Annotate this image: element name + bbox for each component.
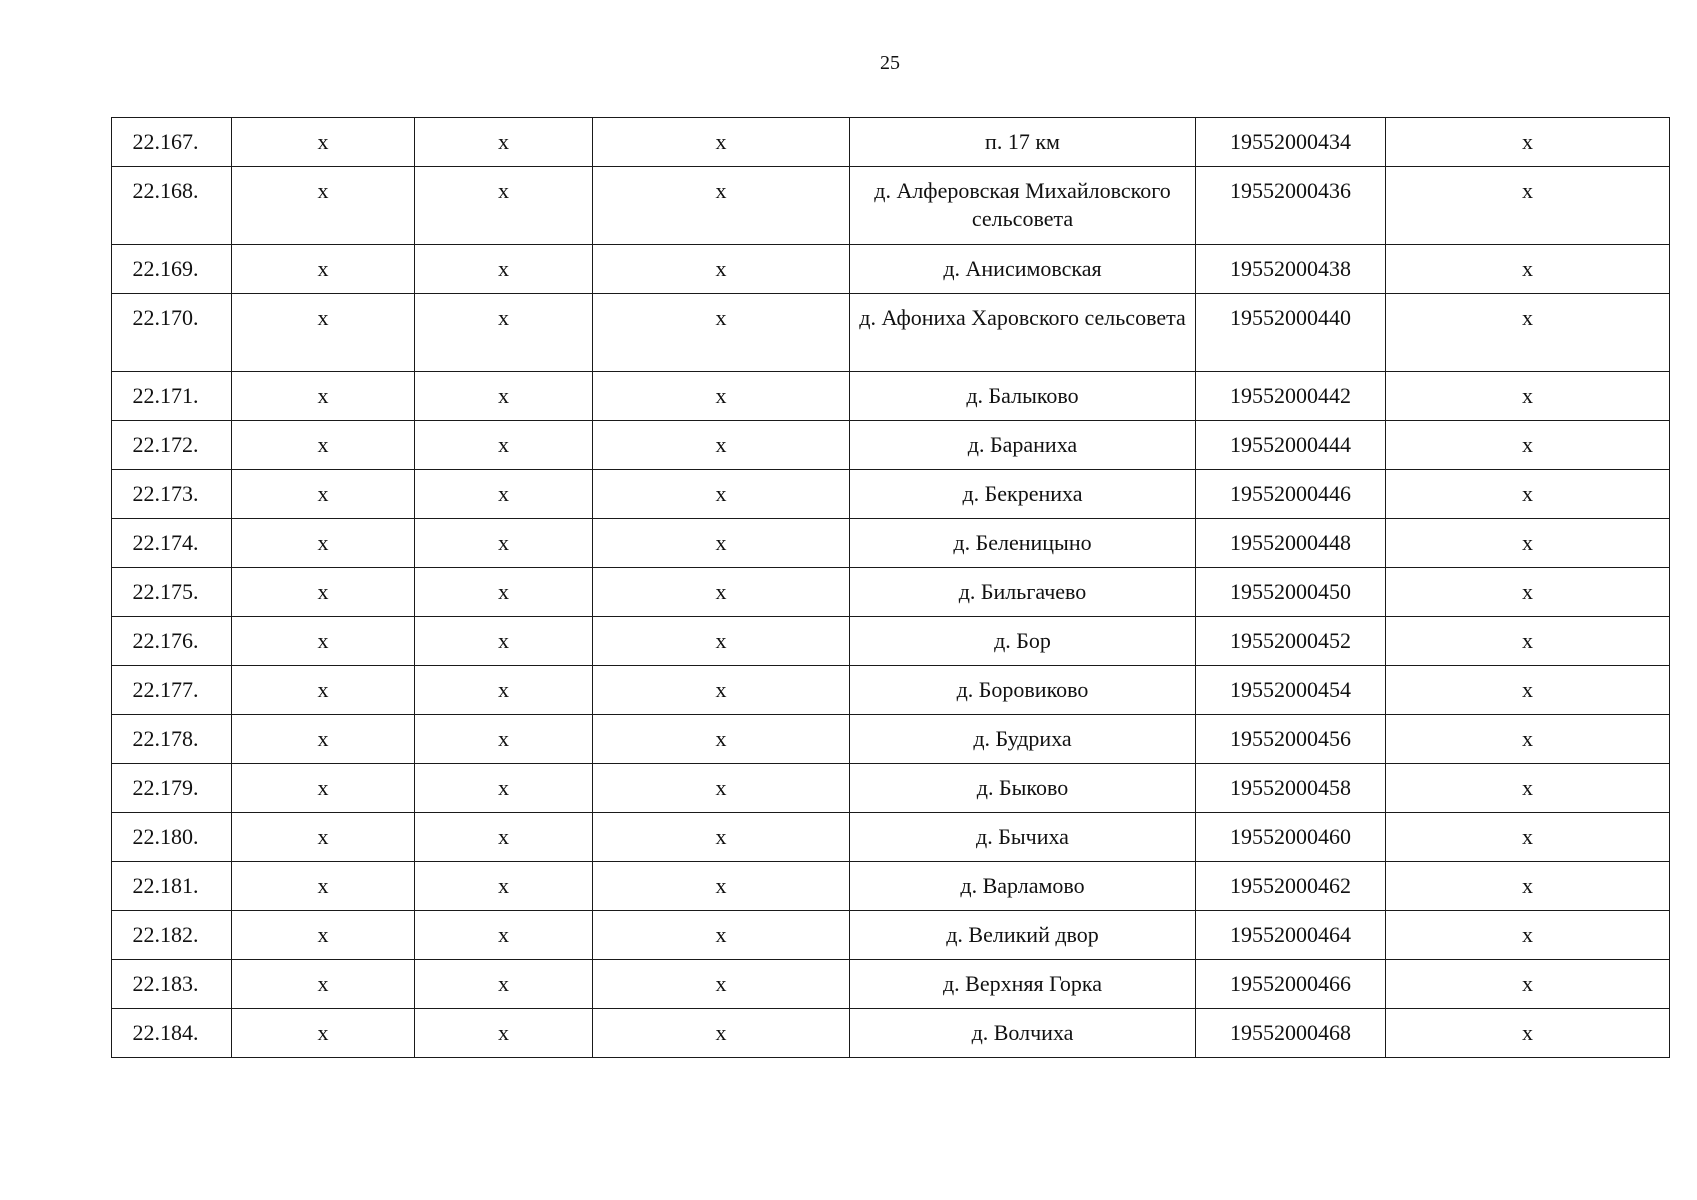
- oktmo-code: 19552000452: [1196, 617, 1386, 666]
- cell-col7: x: [1386, 1009, 1670, 1058]
- oktmo-code: 19552000458: [1196, 764, 1386, 813]
- cell-col3: x: [415, 470, 593, 519]
- cell-col3: x: [415, 167, 593, 245]
- table-row: [112, 911, 1670, 960]
- settlement-name: д. Бычиха: [850, 813, 1196, 862]
- row-number: 22.182.: [112, 911, 232, 960]
- cell-col4: x: [593, 167, 850, 245]
- row-number: 22.181.: [112, 862, 232, 911]
- settlements-table: [111, 117, 1670, 1058]
- oktmo-code: 19552000442: [1196, 372, 1386, 421]
- cell-col7: x: [1386, 470, 1670, 519]
- page-number: 25: [880, 52, 900, 74]
- cell-col7: x: [1386, 372, 1670, 421]
- settlement-name: д. Бекрениха: [850, 470, 1196, 519]
- cell-col7: x: [1386, 245, 1670, 294]
- cell-col2: x: [232, 167, 415, 245]
- oktmo-code: 19552000456: [1196, 715, 1386, 764]
- cell-col2: x: [232, 666, 415, 715]
- row-number: 22.180.: [112, 813, 232, 862]
- cell-col4: x: [593, 245, 850, 294]
- cell-col4: x: [593, 715, 850, 764]
- cell-col4: x: [593, 862, 850, 911]
- cell-col2: x: [232, 294, 415, 372]
- oktmo-code: 19552000468: [1196, 1009, 1386, 1058]
- cell-col2: x: [232, 519, 415, 568]
- cell-col3: x: [415, 372, 593, 421]
- oktmo-code: 19552000438: [1196, 245, 1386, 294]
- oktmo-code: 19552000446: [1196, 470, 1386, 519]
- settlement-name: д. Быково: [850, 764, 1196, 813]
- row-number: 22.184.: [112, 1009, 232, 1058]
- cell-col2: x: [232, 421, 415, 470]
- row-number: 22.168.: [112, 167, 232, 245]
- settlement-name: д. Варламово: [850, 862, 1196, 911]
- table-row: [112, 245, 1670, 294]
- cell-col7: x: [1386, 421, 1670, 470]
- table-row: [112, 519, 1670, 568]
- row-number: 22.179.: [112, 764, 232, 813]
- cell-col2: x: [232, 813, 415, 862]
- cell-col7: x: [1386, 167, 1670, 245]
- row-number: 22.178.: [112, 715, 232, 764]
- cell-col3: x: [415, 568, 593, 617]
- row-number: 22.170.: [112, 294, 232, 372]
- cell-col2: x: [232, 470, 415, 519]
- oktmo-code: 19552000454: [1196, 666, 1386, 715]
- cell-col2: x: [232, 617, 415, 666]
- cell-col3: x: [415, 1009, 593, 1058]
- row-number: 22.183.: [112, 960, 232, 1009]
- row-number: 22.171.: [112, 372, 232, 421]
- oktmo-code: 19552000466: [1196, 960, 1386, 1009]
- cell-col7: x: [1386, 813, 1670, 862]
- table-body: [112, 118, 1670, 1058]
- cell-col4: x: [593, 617, 850, 666]
- settlement-name: д. Беленицыно: [850, 519, 1196, 568]
- settlement-name: д. Будриха: [850, 715, 1196, 764]
- oktmo-code: 19552000436: [1196, 167, 1386, 245]
- cell-col7: x: [1386, 294, 1670, 372]
- settlement-name: д. Волчиха: [850, 1009, 1196, 1058]
- cell-col2: x: [232, 372, 415, 421]
- row-number: 22.175.: [112, 568, 232, 617]
- settlement-name: п. 17 км: [850, 118, 1196, 167]
- oktmo-code: 19552000434: [1196, 118, 1386, 167]
- row-number: 22.173.: [112, 470, 232, 519]
- cell-col3: x: [415, 764, 593, 813]
- cell-col3: x: [415, 617, 593, 666]
- settlement-name: д. Бор: [850, 617, 1196, 666]
- oktmo-code: 19552000460: [1196, 813, 1386, 862]
- cell-col4: x: [593, 666, 850, 715]
- cell-col3: x: [415, 294, 593, 372]
- cell-col3: x: [415, 519, 593, 568]
- cell-col3: x: [415, 960, 593, 1009]
- table-row: [112, 862, 1670, 911]
- settlement-name: д. Афониха Харовского сельсовета: [850, 294, 1196, 372]
- cell-col7: x: [1386, 118, 1670, 167]
- cell-col7: x: [1386, 764, 1670, 813]
- cell-col4: x: [593, 1009, 850, 1058]
- cell-col3: x: [415, 862, 593, 911]
- cell-col2: x: [232, 862, 415, 911]
- cell-col3: x: [415, 666, 593, 715]
- cell-col2: x: [232, 245, 415, 294]
- cell-col3: x: [415, 813, 593, 862]
- settlement-name: д. Алферовская Михайловского сельсовета: [850, 167, 1196, 245]
- table-row: [112, 813, 1670, 862]
- cell-col7: x: [1386, 666, 1670, 715]
- row-number: 22.174.: [112, 519, 232, 568]
- cell-col7: x: [1386, 715, 1670, 764]
- table-row: [112, 715, 1670, 764]
- cell-col4: x: [593, 568, 850, 617]
- table-row: [112, 372, 1670, 421]
- row-number: 22.177.: [112, 666, 232, 715]
- oktmo-code: 19552000450: [1196, 568, 1386, 617]
- cell-col4: x: [593, 960, 850, 1009]
- cell-col2: x: [232, 118, 415, 167]
- row-number: 22.176.: [112, 617, 232, 666]
- cell-col4: x: [593, 813, 850, 862]
- cell-col7: x: [1386, 568, 1670, 617]
- settlement-name: д. Балыково: [850, 372, 1196, 421]
- row-number: 22.172.: [112, 421, 232, 470]
- cell-col2: x: [232, 960, 415, 1009]
- table-row: [112, 470, 1670, 519]
- oktmo-code: 19552000464: [1196, 911, 1386, 960]
- settlement-name: д. Великий двор: [850, 911, 1196, 960]
- table-row: [112, 1009, 1670, 1058]
- table-row: [112, 294, 1670, 372]
- cell-col2: x: [232, 568, 415, 617]
- table-row: [112, 421, 1670, 470]
- table-row: [112, 960, 1670, 1009]
- oktmo-code: 19552000444: [1196, 421, 1386, 470]
- cell-col2: x: [232, 715, 415, 764]
- table-row: [112, 666, 1670, 715]
- row-number: 22.167.: [112, 118, 232, 167]
- table-row: [112, 118, 1670, 167]
- cell-col2: x: [232, 911, 415, 960]
- cell-col4: x: [593, 911, 850, 960]
- cell-col3: x: [415, 245, 593, 294]
- cell-col3: x: [415, 421, 593, 470]
- cell-col3: x: [415, 911, 593, 960]
- cell-col7: x: [1386, 862, 1670, 911]
- oktmo-code: 19552000440: [1196, 294, 1386, 372]
- oktmo-code: 19552000448: [1196, 519, 1386, 568]
- cell-col4: x: [593, 421, 850, 470]
- cell-col4: x: [593, 519, 850, 568]
- cell-col3: x: [415, 118, 593, 167]
- cell-col7: x: [1386, 960, 1670, 1009]
- table-row: [112, 167, 1670, 245]
- cell-col3: x: [415, 715, 593, 764]
- cell-col4: x: [593, 764, 850, 813]
- settlement-name: д. Анисимовская: [850, 245, 1196, 294]
- cell-col4: x: [593, 118, 850, 167]
- cell-col7: x: [1386, 519, 1670, 568]
- cell-col7: x: [1386, 911, 1670, 960]
- cell-col2: x: [232, 764, 415, 813]
- cell-col4: x: [593, 294, 850, 372]
- oktmo-code: 19552000462: [1196, 862, 1386, 911]
- cell-col4: x: [593, 470, 850, 519]
- settlement-name: д. Бильгачево: [850, 568, 1196, 617]
- cell-col7: x: [1386, 617, 1670, 666]
- settlement-name: д. Верхняя Горка: [850, 960, 1196, 1009]
- table-row: [112, 568, 1670, 617]
- row-number: 22.169.: [112, 245, 232, 294]
- settlement-name: д. Бараниха: [850, 421, 1196, 470]
- table-row: [112, 764, 1670, 813]
- settlement-name: д. Боровиково: [850, 666, 1196, 715]
- cell-col2: x: [232, 1009, 415, 1058]
- cell-col4: x: [593, 372, 850, 421]
- table-row: [112, 617, 1670, 666]
